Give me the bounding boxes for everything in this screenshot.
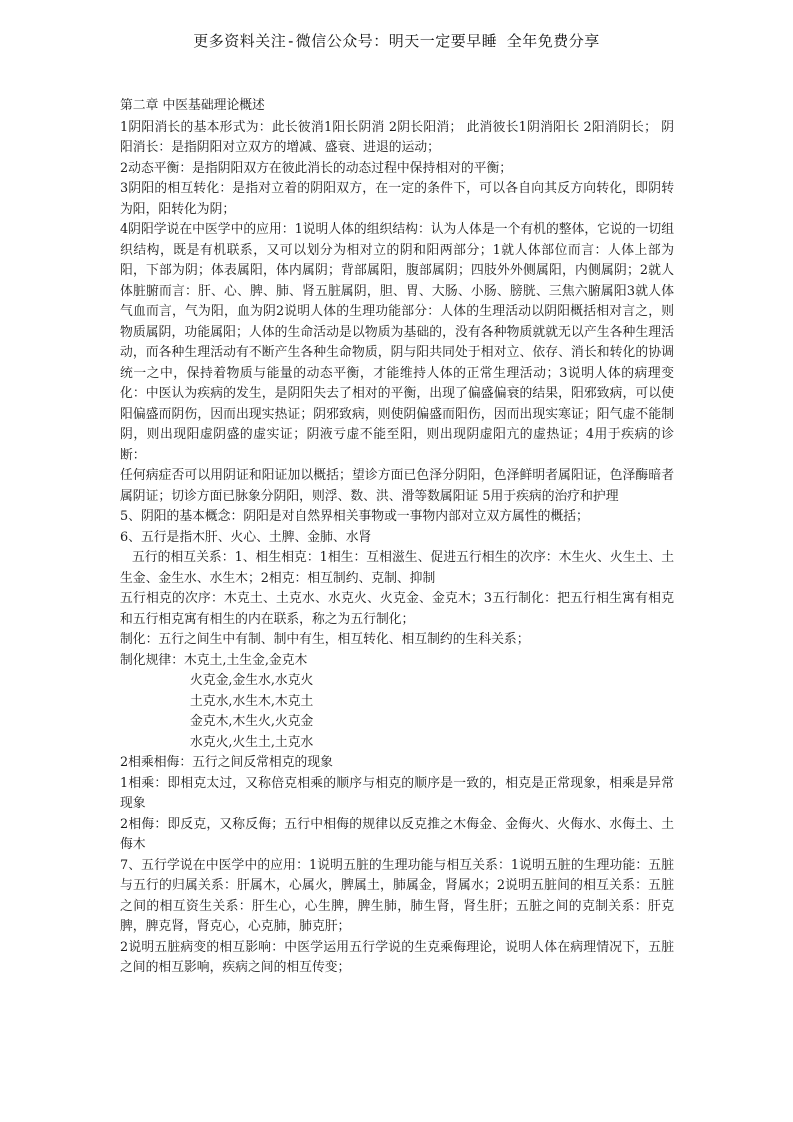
paragraph: 2相侮：即反克，又称反侮；五行中相侮的规律以反克推之木侮金、金侮火、火侮水、水侮土、土侮木 bbox=[120, 816, 674, 852]
page-header: 更多资料关注-微信公众号：明天一定要早睡 全年免费分享 bbox=[193, 32, 600, 50]
paragraph: 2说明五脏病变的相互影响：中医学运用五行学说的生克乘侮理论，说明人体在病理情况下，五脏之间的相互影响，疾病之间的相互传变； bbox=[120, 939, 674, 975]
paragraph: 制化：五行之间生中有制、制中有生，相互转化、相互制约的生科关系； bbox=[120, 632, 530, 647]
rule-line: 土克水,水生木,木克土 bbox=[190, 693, 314, 709]
paragraph: 五行相克的次序：木克土、土克水、水克火、火克金、金克木；3五行制化：把五行相生寓有相克和五行相克寓有相生的内在联系，称之为五行制化； bbox=[120, 591, 674, 627]
rule-line: 火克金,金生水,水克火 bbox=[190, 673, 314, 688]
chapter-title: 第二章 中医基础理论概述 bbox=[120, 98, 265, 113]
paragraph: 6、五行是指木肝、火心、土脾、金肺、水肾 bbox=[120, 529, 372, 545]
paragraph: 3阴阳的相互转化：是指对立着的阴阳双方，在一定的条件下，可以各自向其反方向转化，即阴转为阳，阳转化为阴； bbox=[120, 181, 674, 217]
wuxing-relations-paragraph: 五行的相互关系：1、相生相克：1相生：互相滋生、促进五行相生的次序：木生火、火生土、土生金、金生水、水生木；2相克：相互制约、克制、抑制 bbox=[120, 550, 674, 586]
paragraph: 7、五行学说在中医学中的应用：1说明五脏的生理功能与相互关系：1说明五脏的生理功能：五脏与五行的归属关系：肝属木，心属火，脾属土，肺属金，肾属水；2说明五脏间的相互关系：五脏之间的相互资生关系：肝生心，心生脾，脾生肺，肺生肾，肾生肝；五脏之间的克制关系：肝克脾，脾克肾，肾克心，心克肺，肺克肝； bbox=[120, 857, 674, 934]
rule-line: 金克木,木生火,火克金 bbox=[190, 714, 314, 729]
paragraph: 1相乘：即相克太过，又称倍克相乘的顺序与相克的顺序是一致的，相克是正常现象，相乘是异常现象 bbox=[120, 775, 674, 811]
paragraph: 2动态平衡：是指阴阳双方在彼此消长的动态过程中保持相对的平衡； bbox=[120, 160, 513, 176]
paragraph: 5、阴阳的基本概念：阴阳是对自然界相关事物或一事物内部对立双方属性的概括； bbox=[120, 509, 589, 524]
document-body bbox=[120, 96, 674, 979]
paragraph: 2相乘相侮：五行之间反常相克的现象 bbox=[120, 755, 333, 770]
zhihua-rules-block bbox=[120, 651, 674, 672]
paragraph: 1阴阳消长的基本形式为：此长彼消1阳长阴消 2阴长阳消； 此消彼长1阴消阳长 2阳消阴长； 阴阳消长：是指阴阳对立双方的增减、盛衰、进退的运动； bbox=[120, 119, 674, 155]
paragraph: 任何病症否可以用阴证和阳证加以概括；望诊方面已色泽分阴阳，色泽鲜明者属阳证，色泽酶暗者属阴证；切诊方面已脉象分阴阳，则浮、数、洪、滑等数属阳证 5用于疾病的治疗和护理 bbox=[120, 468, 674, 504]
rule-label: 制化规律： bbox=[120, 652, 184, 668]
paragraph: 4阴阳学说在中医学中的应用：1说明人体的组织结构：认为人体是一个有机的整体，它说的一切组织结构，既是有机联系，又可以划分为相对立的阴和阳两部分；1就人体部位而言：人体上部为阳，下部为阴；体表属阳，体内属阴；背部属阳，腹部属阴；四肢外外侧属阳，内侧属阴；2就人体脏腑而言：肝、心、脾、肺、肾五脏属阴，胆、胃、大肠、小肠、膀胱、三焦六腑属阳3就人体气血而言，气为阳，血为阴2说明人体的生理功能部分：人体的生理活动以阴阳概括相对言之，则物质属阴，功能属阳；人体的生命活动是以物质为基础的，没有各种物质就就无以产生各种生理活动，而各种生理活动有不断产生各种生命物质，阴与阳共同处于相对立、依存、消长和转化的协调统一之中，保持着物质与能量的动态平衡，才能维持人体的正常生理活动；3说明人体的病理变化：中医认为疾病的发生，是阴阳失去了相对的平衡，出现了偏盛偏衰的结果，阳邪致病，可以使阳偏盛而阴伤，因而出现实热证；阴邪致病，则使阴偏盛而阳伤，因而出现实寒证；阳气虚不能制阴，则出现阳虚阴盛的虚实证；阴液亏虚不能至阳，则出现阴虚阳亢的虚热证；4用于疾病的诊断： bbox=[120, 222, 674, 463]
rule-first-line: 木克土,土生金,金克木 bbox=[183, 652, 308, 668]
rule-line: 水克火,火生土,土克水 bbox=[190, 734, 314, 750]
